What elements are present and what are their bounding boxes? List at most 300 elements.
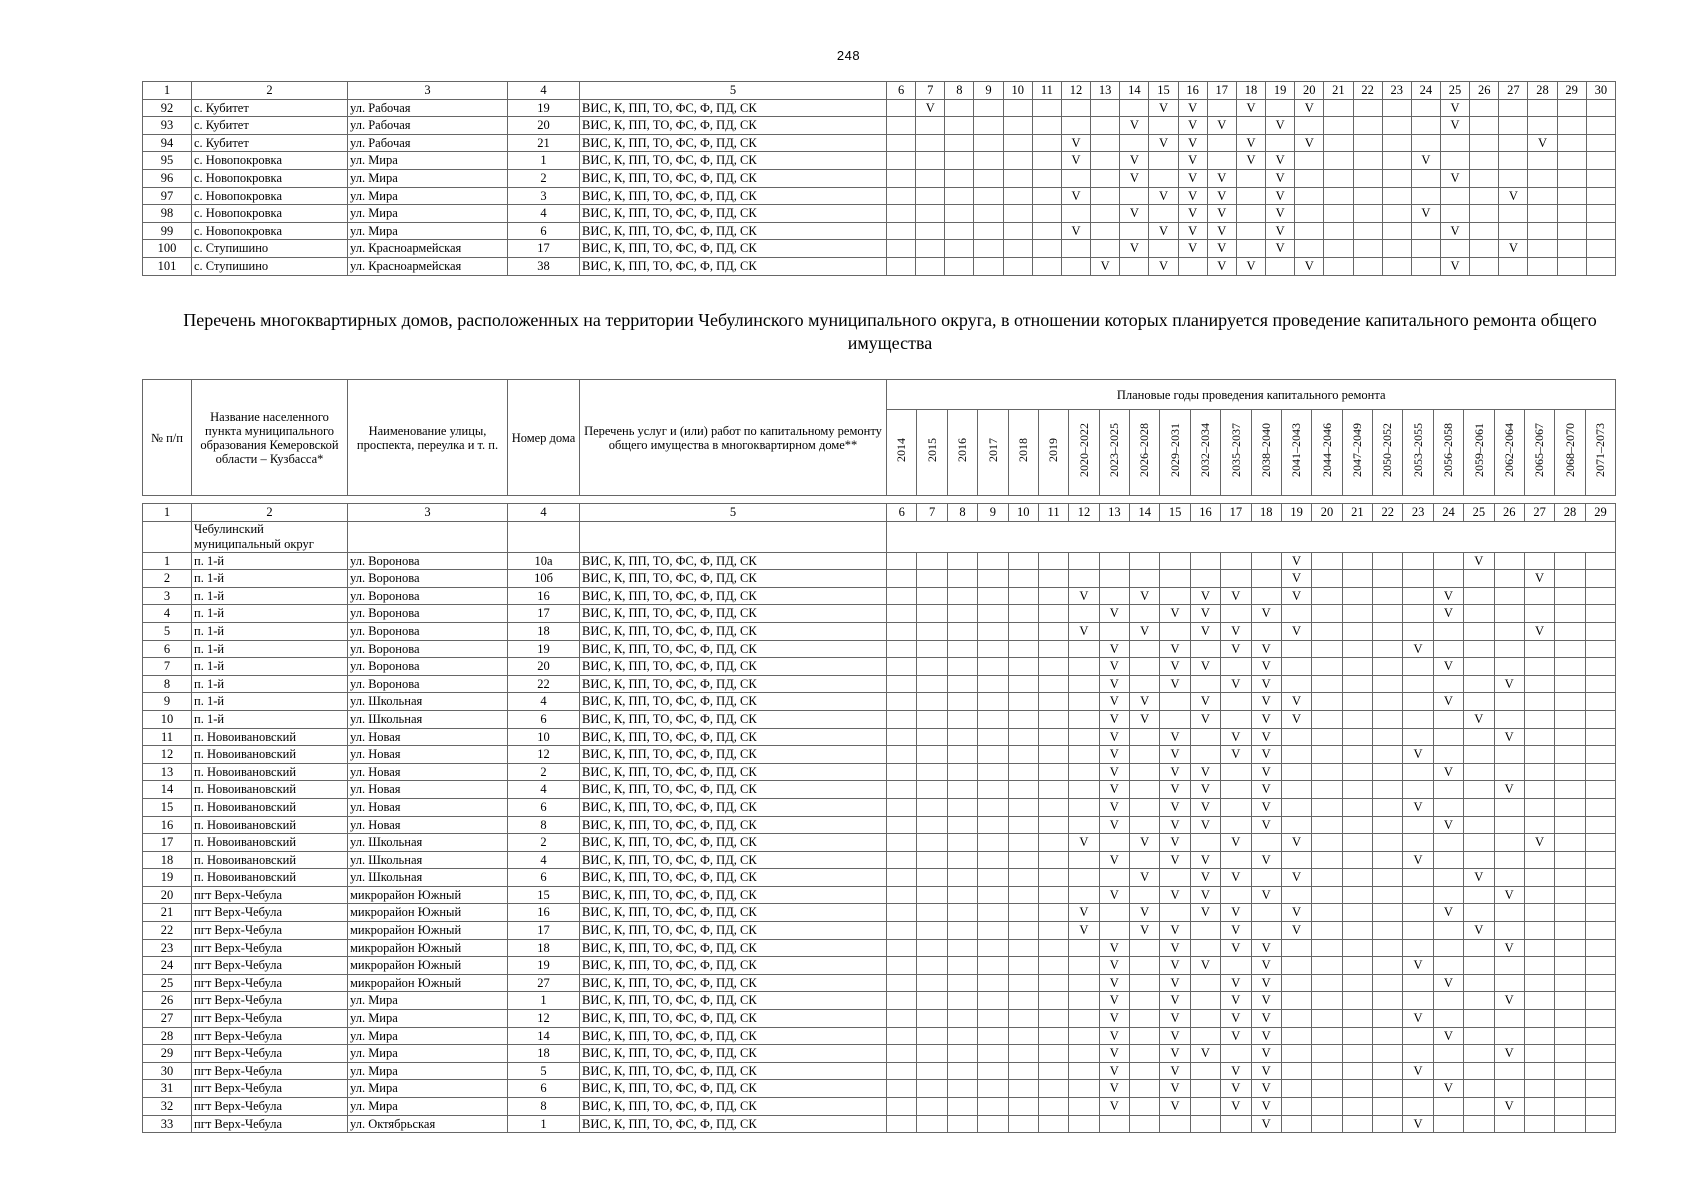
- plan-cell: [887, 816, 917, 834]
- plan-cell: [978, 1098, 1008, 1116]
- plan-mark: V: [1221, 640, 1251, 658]
- plan-cell: [1464, 622, 1494, 640]
- plan-cell: [947, 605, 977, 623]
- plan-mark: V: [1061, 187, 1090, 205]
- plan-cell: [1130, 746, 1160, 764]
- plan-cell: [887, 746, 917, 764]
- plan-cell: [1130, 1027, 1160, 1045]
- plan-cell: [1464, 816, 1494, 834]
- plan-cell: [916, 257, 945, 275]
- column-number: 3: [348, 504, 508, 522]
- year-header: [947, 410, 977, 496]
- plan-cell: [1342, 746, 1372, 764]
- column-number: 13: [1099, 504, 1129, 522]
- works-cell: ВИС, К, ПП, ТО, ФС, Ф, ПД, СК: [580, 693, 887, 711]
- plan-cell: [1342, 798, 1372, 816]
- plan-cell: [1524, 763, 1554, 781]
- plan-cell: [1190, 1062, 1220, 1080]
- house-cell: 1: [508, 152, 580, 170]
- plan-cell: [1440, 152, 1469, 170]
- works-cell: ВИС, К, ПП, ТО, ФС, Ф, ПД, СК: [580, 1098, 887, 1116]
- plan-cell: [1585, 1045, 1616, 1063]
- plan-mark: V: [1099, 693, 1129, 711]
- locality-cell: п. 1-й: [192, 710, 348, 728]
- year-header: [1524, 410, 1554, 496]
- plan-cell: [1403, 939, 1433, 957]
- plan-cell: [978, 710, 1008, 728]
- plan-cell: [1312, 1062, 1342, 1080]
- year-header: [1585, 410, 1616, 496]
- plan-cell: [887, 640, 917, 658]
- locality-cell: п. 1-й: [192, 622, 348, 640]
- plan-cell: [945, 187, 974, 205]
- plan-cell: [1524, 904, 1554, 922]
- plan-cell: [1342, 1062, 1372, 1080]
- column-number: 4: [508, 504, 580, 522]
- plan-cell: [1038, 904, 1068, 922]
- plan-cell: [978, 1027, 1008, 1045]
- plan-mark: V: [1099, 1080, 1129, 1098]
- plan-mark: V: [1160, 886, 1190, 904]
- locality-cell: п. Новоивановский: [192, 746, 348, 764]
- plan-mark: V: [1069, 834, 1099, 852]
- works-cell: ВИС, К, ПП, ТО, ФС, Ф, ПД, СК: [580, 781, 887, 799]
- plan-cell: [1038, 957, 1068, 975]
- plan-cell: [1403, 904, 1433, 922]
- plan-mark: V: [1099, 1010, 1129, 1028]
- plan-cell: [1585, 939, 1616, 957]
- plan-cell: [978, 675, 1008, 693]
- plan-cell: [1032, 117, 1061, 135]
- plan-cell: [1003, 222, 1032, 240]
- row-number: 6: [143, 640, 192, 658]
- plan-cell: [1411, 117, 1440, 135]
- plan-cell: [1160, 570, 1190, 588]
- plan-mark: V: [1440, 117, 1469, 135]
- plan-cell: [1130, 1115, 1160, 1133]
- plan-cell: [1555, 693, 1585, 711]
- row-number: 16: [143, 816, 192, 834]
- plan-mark: V: [1160, 798, 1190, 816]
- plan-mark: V: [1207, 169, 1236, 187]
- plan-cell: [1099, 570, 1129, 588]
- works-cell: ВИС, К, ПП, ТО, ФС, Ф, ПД, СК: [580, 240, 887, 258]
- plan-cell: [947, 693, 977, 711]
- plan-mark: V: [1524, 834, 1554, 852]
- plan-mark: V: [1160, 728, 1190, 746]
- plan-cell: [1555, 939, 1585, 957]
- plan-cell: [947, 939, 977, 957]
- house-cell: 12: [508, 1010, 580, 1028]
- plan-cell: [1524, 605, 1554, 623]
- plan-mark: V: [1190, 587, 1220, 605]
- plan-cell: [1149, 205, 1178, 223]
- plan-mark: V: [1091, 257, 1120, 275]
- year-label: 2019: [1046, 438, 1061, 463]
- plan-cell: [887, 922, 917, 940]
- plan-mark: V: [1494, 1045, 1524, 1063]
- plan-cell: [1312, 1027, 1342, 1045]
- plan-cell: [1373, 605, 1403, 623]
- works-cell: ВИС, К, ПП, ТО, ФС, Ф, ПД, СК: [580, 922, 887, 940]
- column-number: 12: [1069, 504, 1099, 522]
- plan-cell: [1557, 134, 1586, 152]
- plan-cell: [1069, 1080, 1099, 1098]
- table-row: [143, 257, 1616, 275]
- plan-mark: V: [1190, 798, 1220, 816]
- plan-cell: [1524, 1080, 1554, 1098]
- plan-cell: [947, 781, 977, 799]
- plan-cell: [945, 117, 974, 135]
- plan-cell: [1190, 939, 1220, 957]
- plan-mark: V: [1190, 869, 1220, 887]
- plan-cell: [1120, 222, 1149, 240]
- plan-cell: [1555, 922, 1585, 940]
- plan-cell: [1524, 816, 1554, 834]
- plan-mark: V: [1221, 992, 1251, 1010]
- house-cell: 19: [508, 99, 580, 117]
- plan-cell: [1555, 957, 1585, 975]
- row-number: 23: [143, 939, 192, 957]
- plan-cell: [1373, 869, 1403, 887]
- plan-cell: [1464, 728, 1494, 746]
- plan-cell: [1464, 834, 1494, 852]
- plan-cell: [1373, 675, 1403, 693]
- plan-cell: [947, 1010, 977, 1028]
- plan-mark: V: [1494, 992, 1524, 1010]
- plan-cell: [1494, 552, 1524, 570]
- plan-mark: V: [1403, 798, 1433, 816]
- plan-cell: [1236, 187, 1265, 205]
- plan-cell: [1373, 570, 1403, 588]
- row-number: 19: [143, 869, 192, 887]
- plan-cell: [1494, 1062, 1524, 1080]
- plan-cell: [887, 240, 916, 258]
- plan-cell: [1403, 675, 1433, 693]
- plan-cell: [1038, 869, 1068, 887]
- plan-mark: V: [1251, 693, 1281, 711]
- row-number: 17: [143, 834, 192, 852]
- plan-cell: [1295, 222, 1324, 240]
- plan-cell: [1555, 710, 1585, 728]
- plan-cell: [1069, 869, 1099, 887]
- plan-cell: [1373, 658, 1403, 676]
- plan-mark: V: [1524, 570, 1554, 588]
- street-cell: ул. Школьная: [348, 834, 508, 852]
- plan-cell: [1038, 570, 1068, 588]
- plan-mark: V: [1236, 257, 1265, 275]
- plan-cell: [1038, 798, 1068, 816]
- house-cell: 6: [508, 1080, 580, 1098]
- works-cell: ВИС, К, ПП, ТО, ФС, Ф, ПД, СК: [580, 834, 887, 852]
- column-number: 10: [1008, 504, 1038, 522]
- plan-cell: [1130, 640, 1160, 658]
- table-row: [143, 693, 1616, 711]
- plan-cell: [1266, 99, 1295, 117]
- plan-cell: [1342, 1045, 1372, 1063]
- works-cell: ВИС, К, ПП, ТО, ФС, Ф, ПД, СК: [580, 99, 887, 117]
- plan-cell: [1353, 222, 1382, 240]
- plan-cell: [916, 240, 945, 258]
- plan-cell: [978, 658, 1008, 676]
- plan-cell: [1342, 939, 1372, 957]
- plan-cell: [1160, 904, 1190, 922]
- plan-cell: [1528, 169, 1557, 187]
- plan-cell: [1008, 939, 1038, 957]
- plan-cell: [1312, 763, 1342, 781]
- plan-cell: [1528, 152, 1557, 170]
- plan-mark: V: [1160, 974, 1190, 992]
- table-row: [143, 205, 1616, 223]
- year-header: [917, 410, 947, 496]
- plan-cell: [1038, 974, 1068, 992]
- plan-cell: [917, 1027, 947, 1045]
- plan-cell: [1091, 152, 1120, 170]
- plan-mark: V: [1433, 816, 1463, 834]
- plan-cell: [1342, 658, 1372, 676]
- works-cell: ВИС, К, ПП, ТО, ФС, Ф, ПД, СК: [580, 205, 887, 223]
- column-number: 11: [1038, 504, 1068, 522]
- plan-cell: [1557, 117, 1586, 135]
- plan-cell: [1281, 728, 1311, 746]
- plan-cell: [1099, 587, 1129, 605]
- plan-cell: [978, 869, 1008, 887]
- street-cell: ул. Мира: [348, 1098, 508, 1116]
- plan-cell: [917, 552, 947, 570]
- plan-cell: [1586, 152, 1615, 170]
- table-row: [143, 904, 1616, 922]
- plan-mark: V: [1207, 187, 1236, 205]
- plan-cell: [1038, 816, 1068, 834]
- plan-cell: [1433, 939, 1463, 957]
- plan-mark: V: [1190, 781, 1220, 799]
- column-number: 11: [1032, 82, 1061, 100]
- plan-cell: [1342, 552, 1372, 570]
- plan-cell: [1433, 886, 1463, 904]
- locality-cell: п. 1-й: [192, 570, 348, 588]
- plan-cell: [887, 1115, 917, 1133]
- plan-cell: [1295, 205, 1324, 223]
- works-cell: ВИС, К, ПП, ТО, ФС, Ф, ПД, СК: [580, 869, 887, 887]
- plan-mark: V: [1099, 851, 1129, 869]
- plan-mark: V: [1251, 1080, 1281, 1098]
- plan-cell: [1494, 605, 1524, 623]
- plan-mark: V: [1236, 152, 1265, 170]
- plan-cell: [947, 869, 977, 887]
- row-number: 101: [143, 257, 192, 275]
- plan-cell: [1130, 886, 1160, 904]
- plan-mark: V: [1149, 257, 1178, 275]
- column-number: 18: [1236, 82, 1265, 100]
- column-number: 1: [143, 82, 192, 100]
- plan-mark: V: [1099, 816, 1129, 834]
- plan-cell: [1190, 675, 1220, 693]
- plan-cell: [1342, 570, 1372, 588]
- house-cell: 2: [508, 169, 580, 187]
- plan-cell: [1433, 728, 1463, 746]
- plan-cell: [1494, 1027, 1524, 1045]
- plan-cell: [1221, 851, 1251, 869]
- row-number: 21: [143, 904, 192, 922]
- street-cell: ул. Новая: [348, 763, 508, 781]
- plan-cell: [978, 746, 1008, 764]
- house-cell: 20: [508, 658, 580, 676]
- plan-cell: [1190, 746, 1220, 764]
- works-cell: ВИС, К, ПП, ТО, ФС, Ф, ПД, СК: [580, 886, 887, 904]
- street-cell: ул. Рабочая: [348, 134, 508, 152]
- plan-cell: [1524, 746, 1554, 764]
- plan-cell: [947, 746, 977, 764]
- plan-cell: [916, 187, 945, 205]
- plan-cell: [1353, 169, 1382, 187]
- plan-mark: V: [1464, 710, 1494, 728]
- plan-cell: [1342, 869, 1372, 887]
- plan-cell: [1190, 640, 1220, 658]
- plan-cell: [978, 552, 1008, 570]
- plan-cell: [1586, 257, 1615, 275]
- plan-cell: [1403, 781, 1433, 799]
- column-number: 17: [1207, 82, 1236, 100]
- plan-cell: [1091, 134, 1120, 152]
- house-cell: 6: [508, 869, 580, 887]
- column-number: 16: [1178, 82, 1207, 100]
- plan-cell: [947, 1115, 977, 1133]
- plan-cell: [917, 939, 947, 957]
- table-row: [143, 99, 1616, 117]
- plan-cell: [917, 992, 947, 1010]
- locality-cell: пгт Верх-Чебула: [192, 1062, 348, 1080]
- plan-mark: V: [1061, 152, 1090, 170]
- plan-mark: V: [1190, 605, 1220, 623]
- table-row: [143, 1010, 1616, 1028]
- plan-cell: [1312, 1010, 1342, 1028]
- plan-cell: [887, 1010, 917, 1028]
- plan-mark: V: [1190, 957, 1220, 975]
- plan-cell: [1038, 675, 1068, 693]
- plan-cell: [1251, 904, 1281, 922]
- row-number: 2: [143, 570, 192, 588]
- plan-mark: V: [1099, 939, 1129, 957]
- row-number: 33: [143, 1115, 192, 1133]
- plan-cell: [1382, 169, 1411, 187]
- group-row: [143, 521, 1616, 552]
- plan-cell: [1130, 1045, 1160, 1063]
- plan-cell: [1585, 1010, 1616, 1028]
- plan-cell: [947, 922, 977, 940]
- plan-mark: V: [1221, 904, 1251, 922]
- plan-cell: [1008, 675, 1038, 693]
- plan-cell: [1221, 886, 1251, 904]
- plan-mark: V: [1403, 1010, 1433, 1028]
- plan-cell: [1464, 957, 1494, 975]
- plan-cell: [1099, 834, 1129, 852]
- plan-mark: V: [1403, 851, 1433, 869]
- plan-cell: [887, 728, 917, 746]
- plan-cell: [1403, 693, 1433, 711]
- plan-cell: [1433, 922, 1463, 940]
- plan-cell: [978, 922, 1008, 940]
- plan-cell: [1585, 552, 1616, 570]
- row-number: 32: [143, 1098, 192, 1116]
- row-number: 97: [143, 187, 192, 205]
- plan-cell: [917, 622, 947, 640]
- plan-cell: [1008, 798, 1038, 816]
- works-cell: ВИС, К, ПП, ТО, ФС, Ф, ПД, СК: [580, 1027, 887, 1045]
- plan-cell: [1440, 187, 1469, 205]
- plan-mark: V: [1251, 886, 1281, 904]
- plan-cell: [1585, 693, 1616, 711]
- year-header: [1433, 410, 1463, 496]
- plan-cell: [1382, 117, 1411, 135]
- plan-cell: [947, 763, 977, 781]
- plan-cell: [1008, 622, 1038, 640]
- street-cell: ул. Новая: [348, 728, 508, 746]
- works-cell: ВИС, К, ПП, ТО, ФС, Ф, ПД, СК: [580, 728, 887, 746]
- locality-cell: пгт Верх-Чебула: [192, 1010, 348, 1028]
- year-label: 2044–2046: [1319, 423, 1334, 478]
- plan-cell: [1470, 222, 1499, 240]
- plan-cell: [1295, 187, 1324, 205]
- plan-cell: [1008, 1062, 1038, 1080]
- plan-cell: [887, 851, 917, 869]
- table-row: [143, 922, 1616, 940]
- plan-cell: [1373, 974, 1403, 992]
- plan-cell: [1099, 869, 1129, 887]
- plan-cell: [917, 904, 947, 922]
- plan-cell: [1038, 587, 1068, 605]
- plan-cell: [1312, 869, 1342, 887]
- plan-cell: [1069, 605, 1099, 623]
- plan-cell: [1008, 1045, 1038, 1063]
- plan-cell: [945, 222, 974, 240]
- plan-cell: [1069, 798, 1099, 816]
- column-number: 6: [887, 82, 916, 100]
- plan-mark: V: [1251, 1062, 1281, 1080]
- plan-mark: V: [1221, 974, 1251, 992]
- plan-mark: V: [1403, 746, 1433, 764]
- table-row: [143, 834, 1616, 852]
- column-number: 19: [1266, 82, 1295, 100]
- plan-cell: [1221, 693, 1251, 711]
- locality-cell: п. Новоивановский: [192, 834, 348, 852]
- plan-cell: [1120, 187, 1149, 205]
- plan-mark: V: [1099, 1027, 1129, 1045]
- table-row: [143, 851, 1616, 869]
- plan-cell: [1312, 798, 1342, 816]
- plan-cell: [1190, 728, 1220, 746]
- plan-cell: [1342, 587, 1372, 605]
- house-cell: 21: [508, 134, 580, 152]
- plan-cell: [1221, 816, 1251, 834]
- plan-mark: V: [1433, 1080, 1463, 1098]
- plan-cell: [1494, 710, 1524, 728]
- capital-repair-table: [142, 379, 1616, 1133]
- plan-cell: [1008, 728, 1038, 746]
- plan-cell: [974, 117, 1003, 135]
- plan-cell: [1312, 693, 1342, 711]
- plan-mark: V: [1160, 658, 1190, 676]
- table-row: [143, 939, 1616, 957]
- plan-cell: [917, 1045, 947, 1063]
- table-row: [143, 134, 1616, 152]
- plan-mark: V: [1061, 222, 1090, 240]
- plan-cell: [887, 1080, 917, 1098]
- plan-cell: [1069, 992, 1099, 1010]
- plan-cell: [1494, 1010, 1524, 1028]
- plan-cell: [1251, 869, 1281, 887]
- locality-cell: п. 1-й: [192, 675, 348, 693]
- plan-cell: [1221, 1045, 1251, 1063]
